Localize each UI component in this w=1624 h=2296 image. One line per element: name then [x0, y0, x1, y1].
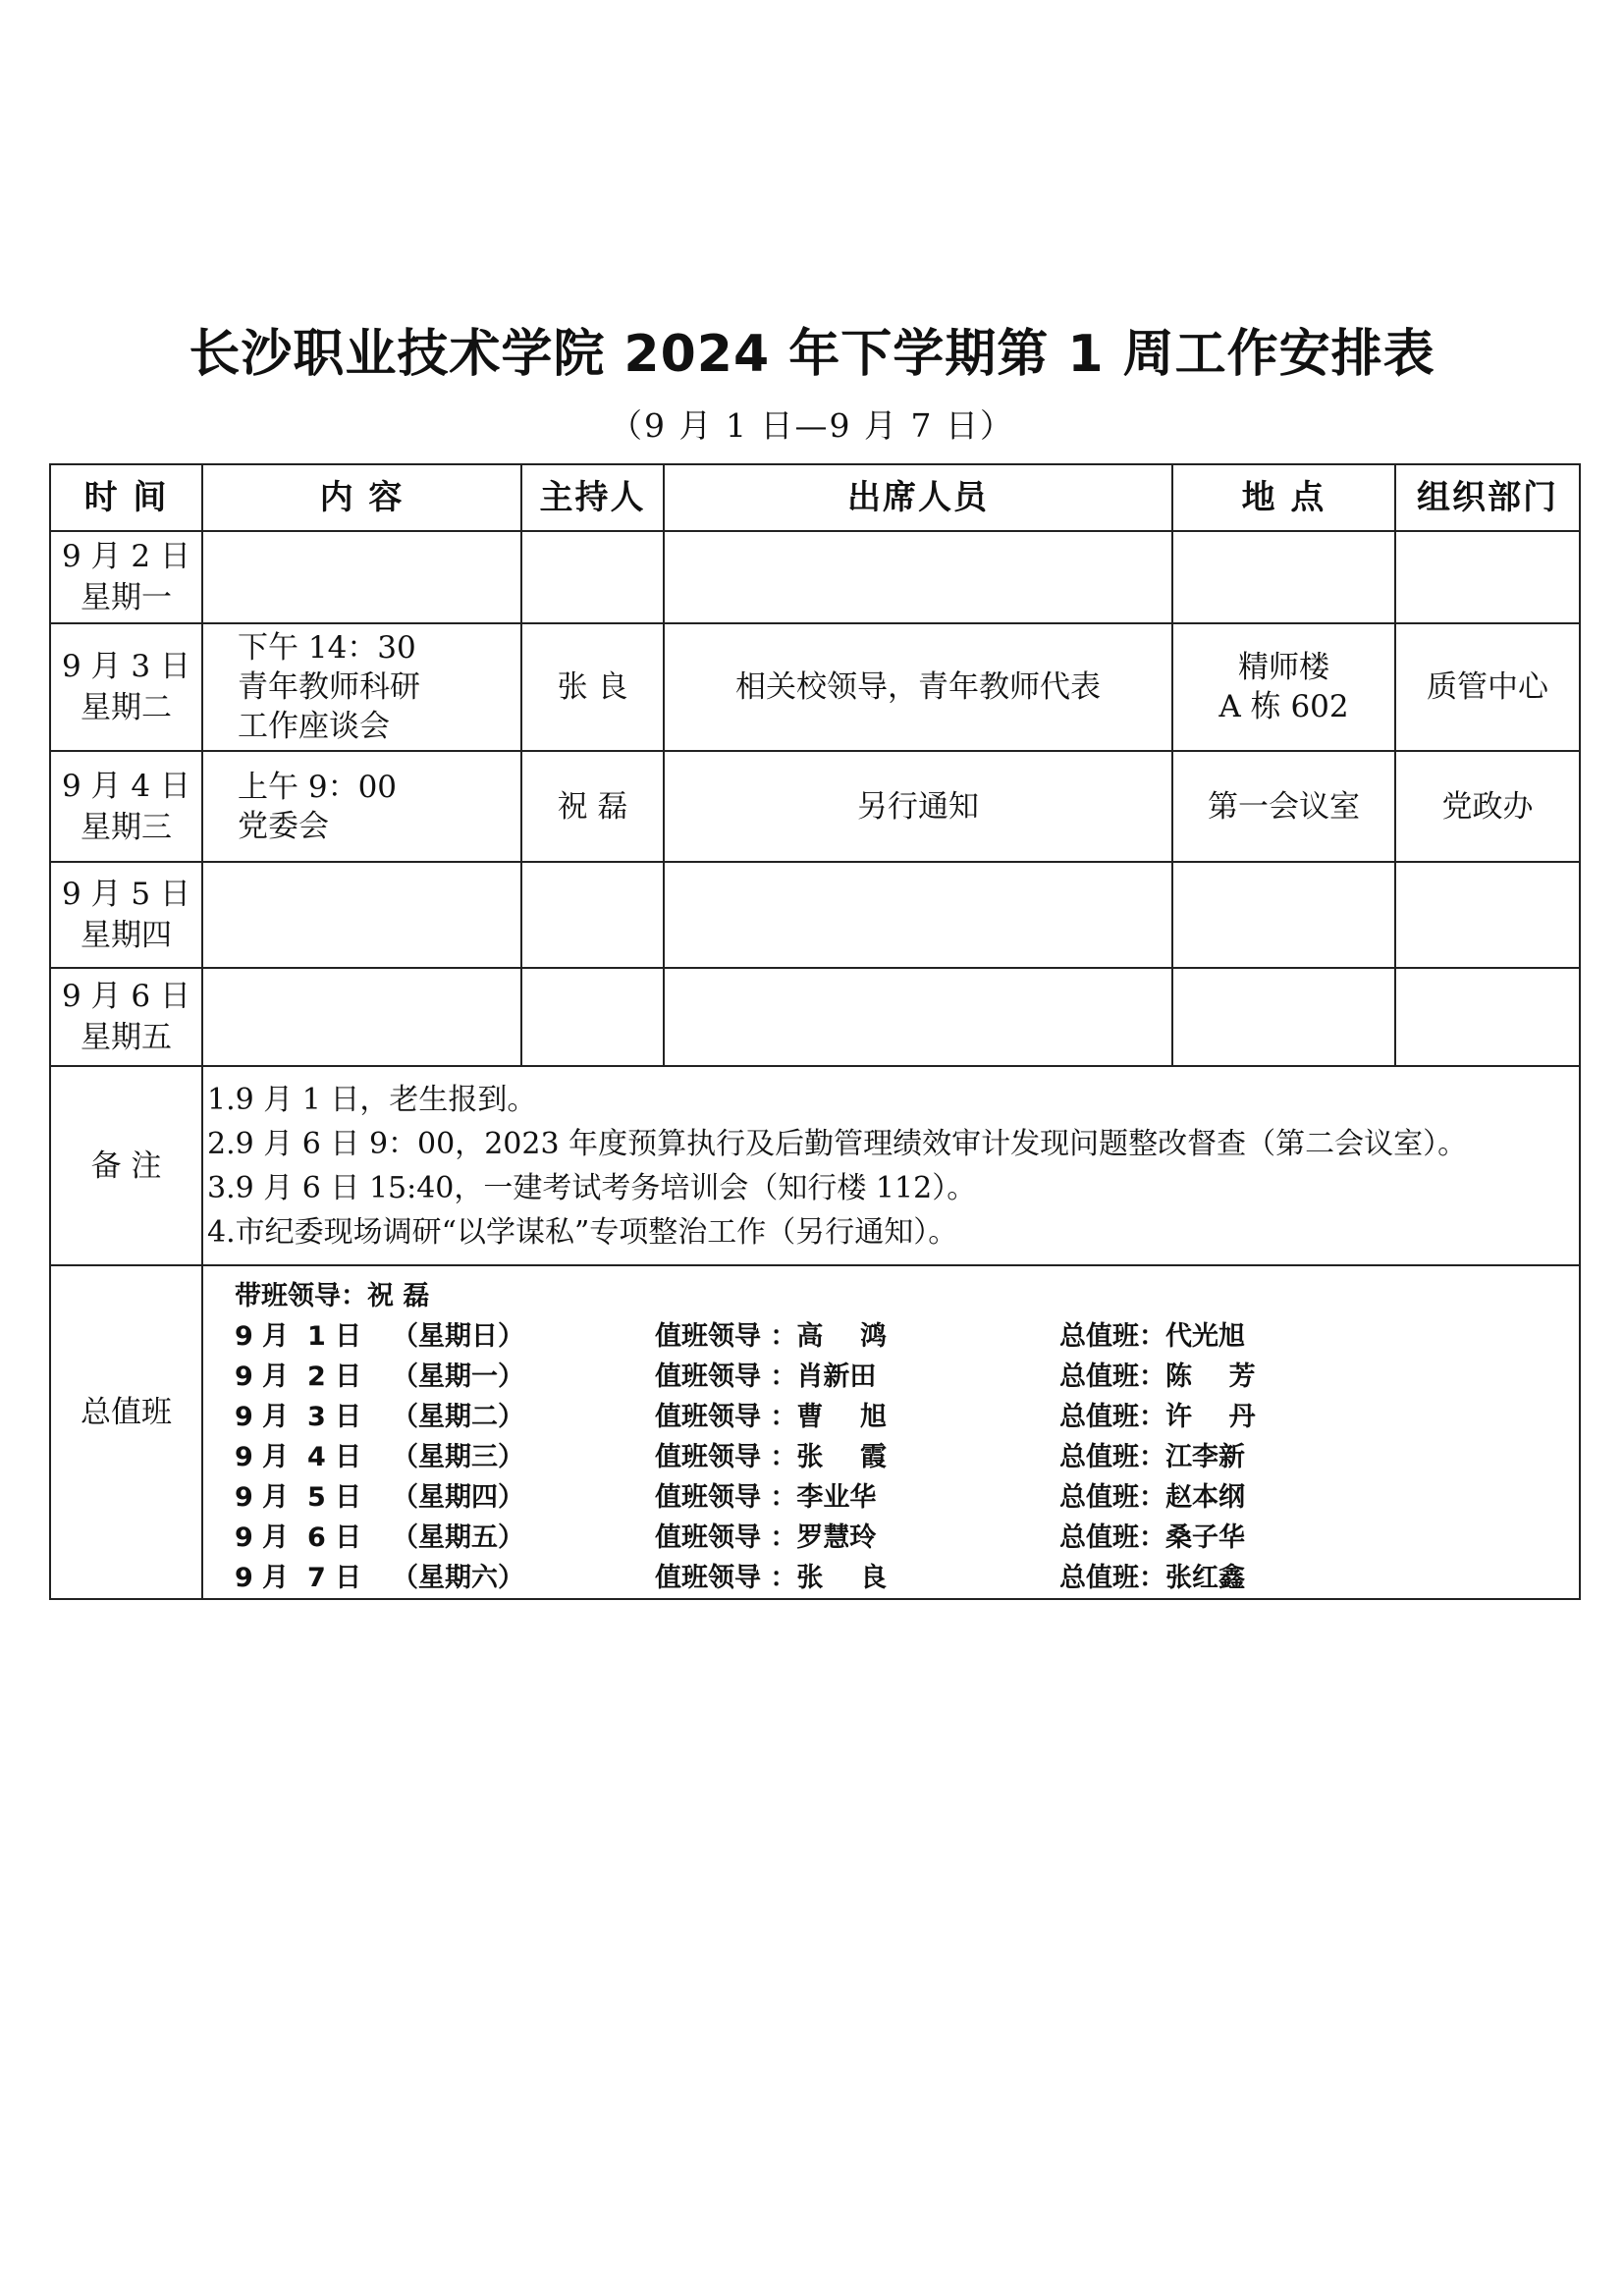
location-line: 第一会议室	[1208, 788, 1360, 825]
duty-weekday: （星期日）	[392, 1321, 524, 1352]
duty-date: 9 月 3 日	[235, 1402, 362, 1432]
note-item: 4.市纪委现场调研“以学谋私”专项整治工作（另行通知）。	[207, 1214, 958, 1250]
location-cell	[1172, 862, 1395, 968]
attendees-cell	[664, 968, 1172, 1066]
day-cell	[50, 531, 202, 623]
notes-row	[50, 1066, 1580, 1265]
duty-date: 9 月 4 日	[235, 1442, 362, 1472]
content-cell	[202, 623, 521, 751]
duty-roster-row	[203, 1397, 1579, 1437]
dept-cell	[1395, 862, 1580, 968]
duty-roster-row	[203, 1357, 1579, 1397]
location-line: 精师楼	[1238, 650, 1329, 685]
table-row	[50, 531, 1580, 623]
duty-leader: 值班领导 ：曹 旭	[655, 1402, 887, 1432]
location-cell	[1172, 623, 1395, 751]
host-cell	[521, 968, 664, 1066]
row-weekday: 星期三	[81, 809, 172, 845]
duty-date: 9 月 7 日	[235, 1563, 362, 1593]
location-cell	[1172, 531, 1395, 623]
duty-roster-row	[203, 1316, 1579, 1357]
location-cell	[1172, 968, 1395, 1066]
duty-roster-row	[203, 1518, 1579, 1558]
duty-roster-row	[203, 1477, 1579, 1518]
host-name: 祝 磊	[557, 788, 628, 825]
day-cell	[50, 968, 202, 1066]
duty-date: 9 月 5 日	[235, 1482, 362, 1513]
content-cell	[202, 531, 521, 623]
duty-chief: 总值班：赵本纲	[1059, 1482, 1245, 1513]
duty-roster-row	[203, 1437, 1579, 1477]
content-line: 青年教师科研	[238, 669, 420, 705]
dept-cell	[1395, 968, 1580, 1066]
location-line: A 栋 602	[1218, 689, 1349, 724]
duty-date: 9 月 6 日	[235, 1522, 362, 1553]
duty-lead: 带班领导：祝 磊	[235, 1281, 430, 1311]
dept-name: 质管中心	[1427, 669, 1548, 705]
attendees-cell	[664, 623, 1172, 751]
attendees-cell	[664, 531, 1172, 623]
row-date: 9 月 5 日	[61, 877, 190, 912]
duty-roster	[202, 1265, 1580, 1599]
duty-date: 9 月 2 日	[235, 1362, 362, 1392]
duty-weekday: （星期三）	[392, 1442, 524, 1472]
dept-cell	[1395, 751, 1580, 862]
day-cell	[50, 623, 202, 751]
content-cell	[202, 862, 521, 968]
content-line: 上午 9：00	[238, 769, 398, 805]
duty-roster-row	[203, 1558, 1579, 1598]
table-row	[50, 862, 1580, 968]
table-row	[50, 968, 1580, 1066]
content-cell	[202, 968, 521, 1066]
note-item: 1.9 月 1 日，老生报到。	[207, 1082, 537, 1117]
row-weekday: 星期四	[81, 918, 172, 953]
day-cell	[50, 862, 202, 968]
duty-weekday: （星期五）	[392, 1522, 524, 1553]
row-weekday: 星期二	[81, 690, 172, 725]
host-cell	[521, 623, 664, 751]
duty-chief: 总值班：陈 芳	[1059, 1362, 1256, 1392]
notes-list	[202, 1066, 1580, 1265]
row-date: 9 月 2 日	[61, 539, 190, 574]
host-cell	[521, 862, 664, 968]
duty-leader: 值班领导 ：高 鸿	[655, 1321, 887, 1352]
row-date: 9 月 3 日	[61, 649, 190, 684]
date-range-subtitle: （9 月 1 日—9 月 7 日）	[610, 406, 1014, 445]
duty-weekday: （星期一）	[392, 1362, 524, 1392]
duty-chief: 总值班：江李新	[1059, 1442, 1245, 1472]
attendees-text: 另行通知	[857, 788, 979, 825]
header-content: 内 容	[202, 464, 521, 531]
row-date: 9 月 4 日	[61, 768, 190, 804]
day-cell	[50, 751, 202, 862]
duty-date: 9 月 1 日	[235, 1321, 362, 1352]
header-time: 时 间	[50, 464, 202, 531]
row-weekday: 星期五	[81, 1020, 172, 1055]
duty-weekday: （星期二）	[392, 1402, 524, 1432]
header-dept: 组织部门	[1395, 464, 1580, 531]
dept-cell	[1395, 531, 1580, 623]
duty-leader: 值班领导 ：罗慧玲	[655, 1522, 877, 1553]
location-cell	[1172, 751, 1395, 862]
schedule-table	[49, 463, 1581, 1600]
attendees-cell	[664, 862, 1172, 968]
row-weekday: 星期一	[81, 580, 172, 615]
dept-cell	[1395, 623, 1580, 751]
duty-leader: 值班领导 ：肖新田	[655, 1362, 877, 1392]
table-header-row	[50, 464, 1580, 531]
header-attendees: 出席人员	[664, 464, 1172, 531]
attendees-text: 相关校领导，青年教师代表	[735, 669, 1101, 705]
duty-weekday: （星期六）	[392, 1563, 524, 1593]
host-name: 张 良	[557, 669, 628, 705]
host-cell	[521, 751, 664, 862]
duty-row	[50, 1265, 1580, 1599]
table-row	[50, 623, 1580, 751]
table-row	[50, 751, 1580, 862]
document-title: 长沙职业技术学院 2024 年下学期第 1 周工作安排表	[189, 325, 1435, 384]
header-host: 主持人	[521, 464, 664, 531]
header-location: 地 点	[1172, 464, 1395, 531]
notes-label: 备 注	[50, 1066, 202, 1265]
duty-chief: 总值班：代光旭	[1059, 1321, 1245, 1352]
duty-chief: 总值班：桑子华	[1059, 1522, 1245, 1553]
row-date: 9 月 6 日	[61, 979, 190, 1014]
content-line: 下午 14：30	[238, 630, 416, 666]
duty-chief: 总值班：张红鑫	[1059, 1563, 1245, 1593]
dept-name: 党政办	[1441, 788, 1534, 825]
duty-label: 总值班	[50, 1265, 202, 1599]
duty-leader: 值班领导 ：李业华	[655, 1482, 877, 1513]
attendees-cell	[664, 751, 1172, 862]
content-line: 工作座谈会	[238, 709, 390, 744]
content-line: 党委会	[238, 808, 329, 844]
duty-leader: 值班领导 ：张 良	[655, 1563, 887, 1593]
note-item: 3.9 月 6 日 15:40，一建考试考务培训会（知行楼 112）。	[207, 1170, 977, 1205]
note-item: 2.9 月 6 日 9：00，2023 年度预算执行及后勤管理绩效审计发现问题整改督查（第二会议室）。	[207, 1126, 1468, 1161]
duty-leader: 值班领导 ：张 霞	[655, 1442, 887, 1472]
duty-weekday: （星期四）	[392, 1482, 524, 1513]
content-cell	[202, 751, 521, 862]
duty-chief: 总值班：许 丹	[1059, 1402, 1256, 1432]
host-cell	[521, 531, 664, 623]
